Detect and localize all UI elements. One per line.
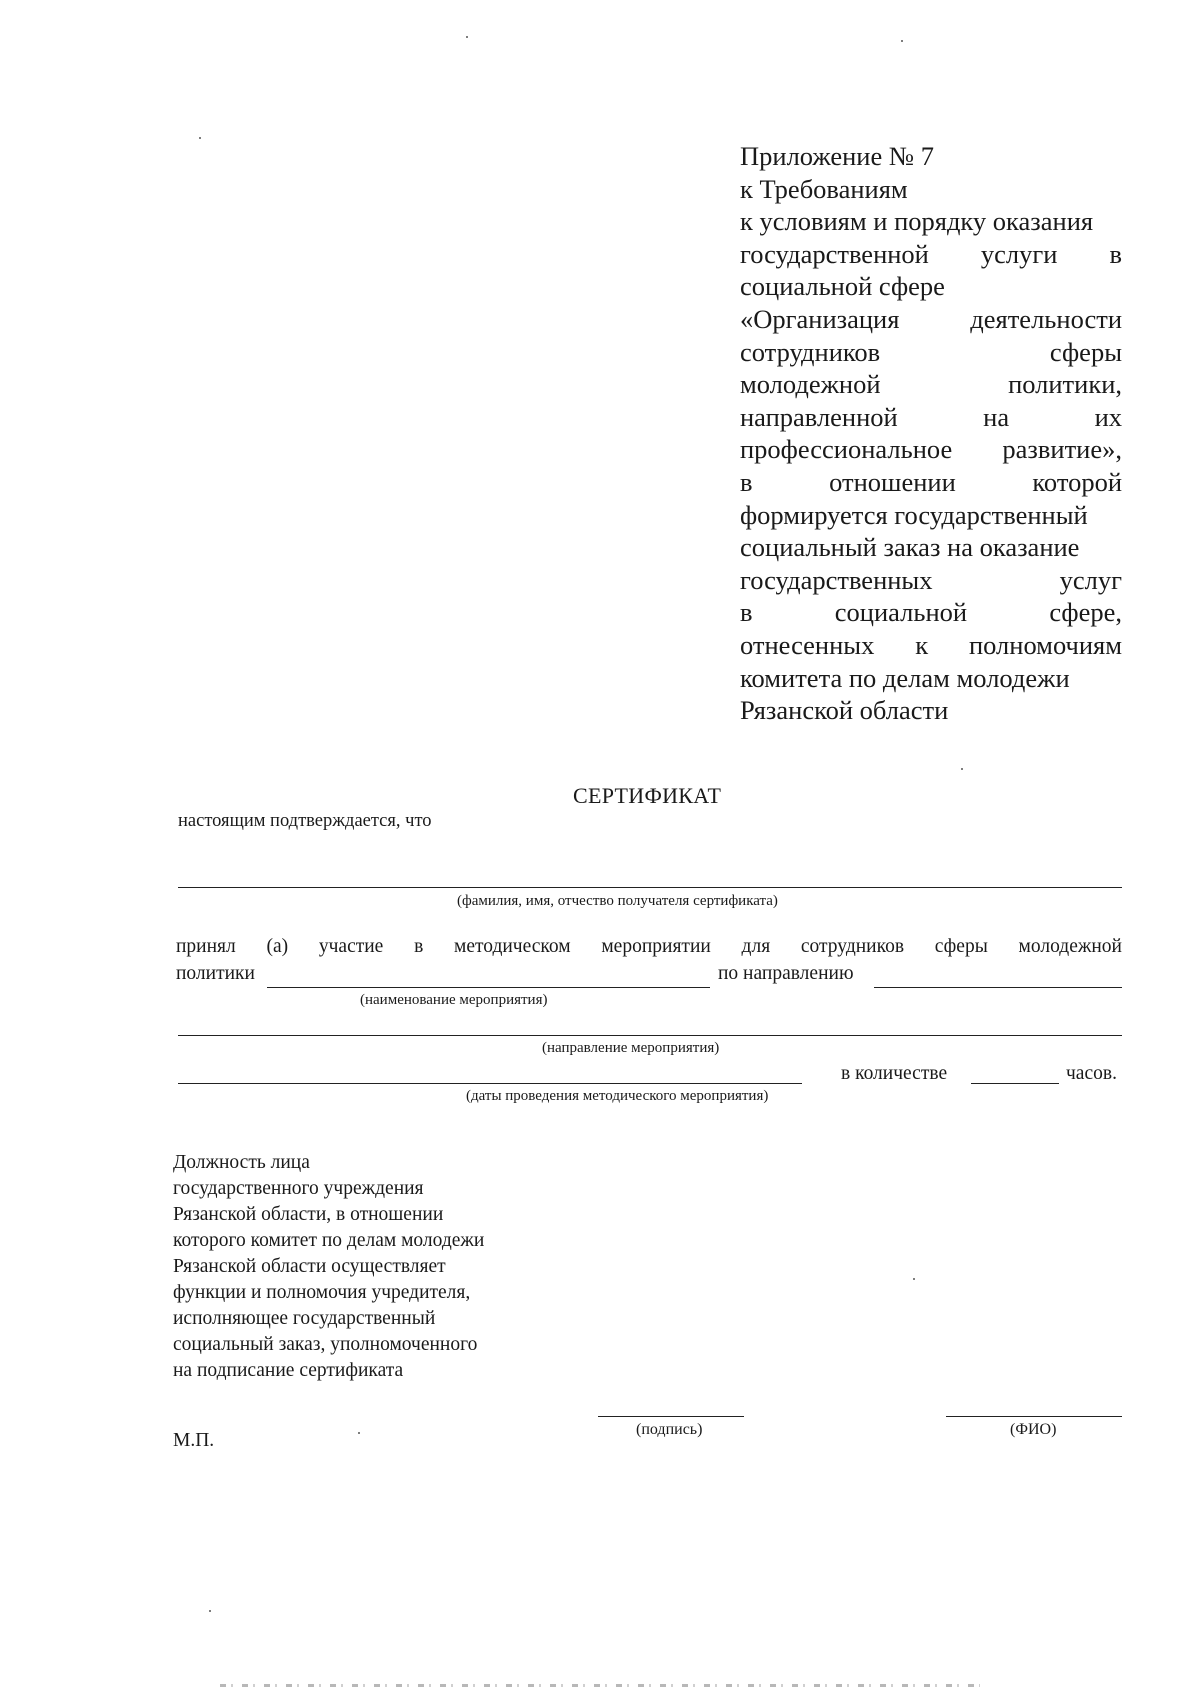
event-direction-line (178, 1035, 1122, 1036)
signatory-line: государственного учреждения (173, 1178, 424, 1199)
appendix-word: услуг (1059, 564, 1122, 595)
fio-caption: (ФИО) (1010, 1421, 1057, 1438)
participation-statement (176, 936, 1122, 958)
signatory-line: Рязанской области осуществляет (173, 1256, 446, 1277)
signatory-line: Должность лица (173, 1152, 310, 1173)
appendix-word: в (1109, 238, 1122, 269)
scan-speck (199, 137, 201, 139)
fio-line (946, 1416, 1122, 1417)
appendix-line (740, 238, 1122, 271)
appendix-word: которой (1032, 466, 1122, 497)
appendix-word: полномочиям (968, 629, 1122, 660)
appendix-word: деятельности (970, 303, 1122, 334)
scan-speck (913, 1278, 915, 1280)
appendix-line: Приложение № 7 (740, 141, 935, 171)
policy-label: политики (176, 963, 255, 984)
hours-label: часов. (1066, 1063, 1117, 1084)
appendix-word: услуги (980, 238, 1058, 269)
appendix-line (740, 303, 1122, 336)
appendix-line (740, 368, 1122, 401)
participation-word: методическом (454, 936, 571, 957)
signature-caption: (подпись) (636, 1421, 703, 1438)
signatory-line: функции и полномочия учредителя, (173, 1282, 471, 1303)
appendix-word: на (983, 401, 1010, 432)
appendix-line (740, 596, 1122, 629)
direction-short-line (874, 987, 1122, 988)
appendix-word: «Организация (740, 303, 900, 334)
certificate-intro: настоящим подтверждается, что (178, 811, 432, 831)
certificate-title: СЕРТИФИКАТ (573, 783, 722, 808)
appendix-line (740, 336, 1122, 369)
quantity-label: в количестве (841, 1063, 948, 1084)
signatory-line: исполняющее государственный (173, 1308, 436, 1329)
appendix-line: к Требованиям (740, 173, 908, 204)
appendix-line: социальный заказ на оказание (740, 532, 1080, 563)
participation-word: участие (318, 936, 384, 957)
appendix-header (740, 140, 1122, 727)
appendix-word: социальной (834, 597, 968, 628)
appendix-word: в (740, 466, 753, 497)
appendix-word: к (915, 629, 929, 660)
appendix-word: отнесенных (740, 629, 875, 660)
appendix-word: развитие», (1002, 434, 1122, 465)
direction-label: по направлению (718, 963, 854, 984)
appendix-line: Рязанской области (740, 695, 949, 726)
event-dates-line (178, 1083, 802, 1084)
appendix-line: к условиям и порядку оказания (740, 206, 1094, 237)
appendix-word: государственных (740, 564, 933, 595)
participation-word: в (414, 936, 424, 957)
recipient-name-line (178, 887, 1122, 888)
scan-speck (901, 40, 903, 42)
scan-speck (961, 768, 963, 770)
appendix-line (740, 401, 1122, 434)
signatory-line: которого комитет по делам молодежи (173, 1230, 485, 1251)
scan-speck (209, 1610, 211, 1612)
seal-placeholder: М.П. (173, 1430, 215, 1451)
participation-word: мероприятии (601, 936, 711, 957)
participation-word: сферы (934, 936, 988, 957)
event-direction-caption: (направление мероприятия) (542, 1040, 720, 1056)
appendix-line (740, 433, 1122, 466)
signatory-line: социальный заказ, уполномоченного (173, 1334, 478, 1355)
scan-speck (466, 36, 468, 38)
recipient-caption: (фамилия, имя, отчество получателя сертификата) (457, 893, 778, 909)
event-dates-caption: (даты проведения методического мероприятия) (466, 1088, 769, 1104)
event-name-line (267, 987, 710, 988)
signature-line (598, 1416, 744, 1417)
appendix-line: комитета по делам молодежи (740, 662, 1070, 693)
signatory-line: на подписание сертификата (173, 1360, 404, 1381)
appendix-word: государственной (740, 238, 929, 269)
appendix-word: отношении (829, 466, 956, 497)
scan-speck (358, 1432, 360, 1434)
appendix-word: сфере, (1049, 597, 1122, 628)
appendix-line (740, 466, 1122, 499)
participation-word: (а) (266, 936, 289, 957)
participation-word: для (741, 936, 771, 957)
appendix-line (740, 629, 1122, 662)
appendix-line: социальной сфере (740, 271, 945, 302)
appendix-word: молодежной (740, 369, 881, 400)
appendix-word: в (740, 597, 753, 628)
scan-edge-artifact (220, 1684, 980, 1687)
appendix-word: политики, (1008, 369, 1122, 400)
appendix-line: формируется государственный (740, 499, 1088, 530)
appendix-word: направленной (740, 401, 898, 432)
participation-word: молодежной (1018, 936, 1122, 957)
signatory-position-block (173, 1150, 484, 1384)
appendix-word: профессиональное (740, 434, 953, 465)
signatory-line: Рязанской области, в отношении (173, 1204, 444, 1225)
appendix-word: их (1094, 401, 1122, 432)
participation-word: принял (176, 936, 236, 957)
event-name-caption: (наименование мероприятия) (360, 992, 548, 1008)
appendix-word: сотрудников (740, 336, 881, 367)
appendix-word: сферы (1049, 336, 1122, 367)
hours-line (971, 1083, 1059, 1084)
participation-word: сотрудников (800, 936, 905, 957)
appendix-line (740, 564, 1122, 597)
